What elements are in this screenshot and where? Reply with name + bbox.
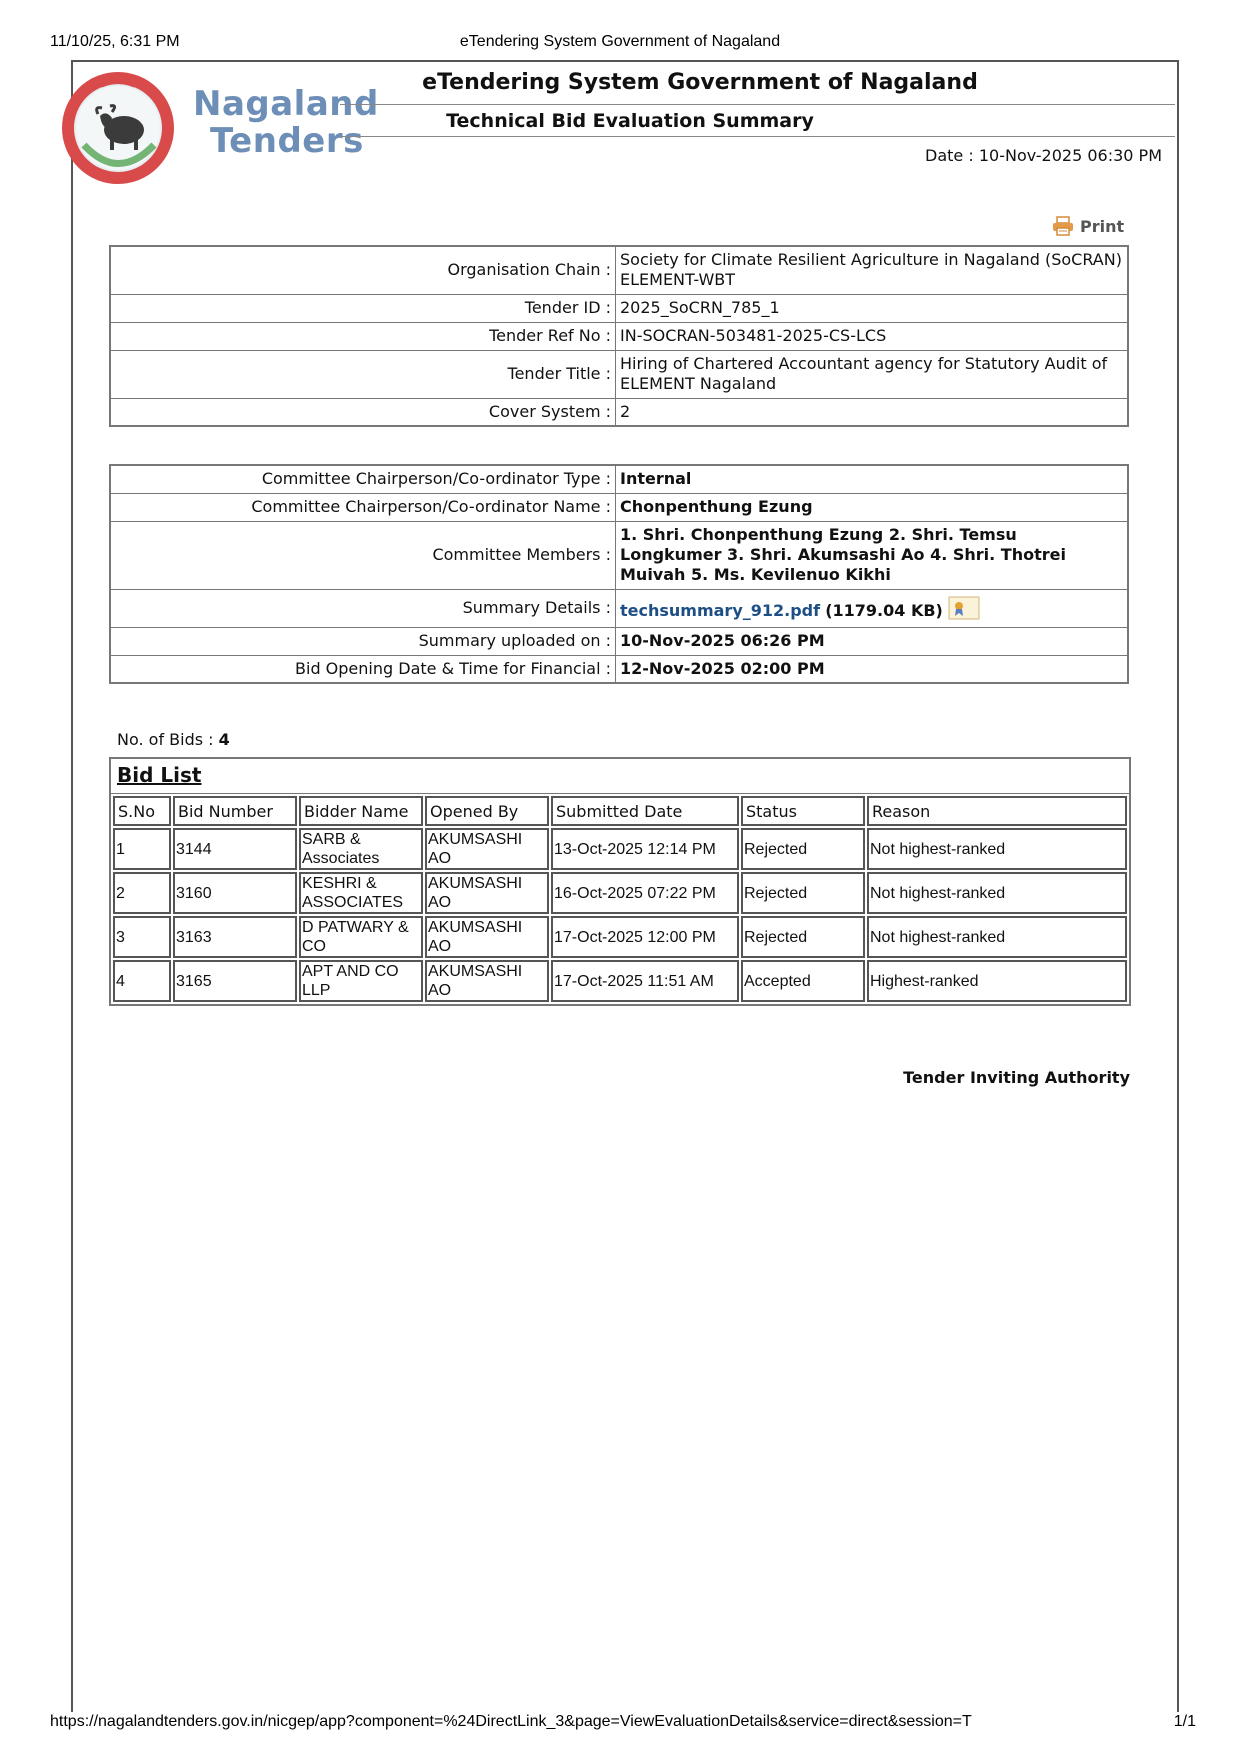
date-value: 10-Nov-2025 06:30 PM: [978, 146, 1162, 165]
col-header-status: Status: [741, 796, 865, 826]
cell-bidder-name: APT AND CO LLP: [299, 960, 423, 1002]
financial-opening-value: 12-Nov-2025 02:00 PM: [616, 655, 1129, 683]
printer-icon: [1052, 216, 1074, 236]
table-row: [113, 828, 1127, 870]
state-seal-icon: [62, 70, 182, 188]
table-row: [113, 916, 1127, 958]
cell-bid-number: 3160: [173, 872, 297, 914]
certificate-icon[interactable]: [948, 596, 980, 620]
cover-system-label: Cover System :: [110, 398, 616, 426]
tender-title-label: Tender Title :: [110, 350, 616, 398]
print-button[interactable]: [1052, 216, 1124, 236]
committee-table: [109, 464, 1129, 684]
table-row: [110, 465, 1128, 493]
uploaded-on-label: Summary uploaded on :: [110, 627, 616, 655]
cell-reason: Not highest-ranked: [867, 916, 1127, 958]
cell-bidder-name: KESHRI & ASSOCIATES: [299, 872, 423, 914]
cell-submitted-date: 17-Oct-2025 12:00 PM: [551, 916, 739, 958]
cell-sno: 2: [113, 872, 171, 914]
bid-count-label: No. of Bids :: [117, 730, 214, 749]
table-row: [113, 960, 1127, 1002]
cell-reason: Not highest-ranked: [867, 872, 1127, 914]
table-row: [110, 655, 1128, 683]
cell-reason: Not highest-ranked: [867, 828, 1127, 870]
cell-status: Rejected: [741, 828, 865, 870]
table-row: [110, 322, 1128, 350]
cell-status: Accepted: [741, 960, 865, 1002]
bid-list-header-row: [113, 796, 1127, 826]
tender-inviting-authority: Tender Inviting Authority: [903, 1068, 1130, 1087]
cell-sno: 3: [113, 916, 171, 958]
system-title: eTendering System Government of Nagaland: [422, 70, 978, 95]
col-header-bid-number: Bid Number: [173, 796, 297, 826]
committee-name-label: Committee Chairperson/Co-ordinator Name :: [110, 493, 616, 521]
logo-line-2: Tenders: [210, 121, 364, 161]
print-datetime: 11/10/25, 6:31 PM: [50, 33, 180, 50]
cell-opened-by: AKUMSASHI AO: [425, 960, 549, 1002]
cell-submitted-date: 17-Oct-2025 11:51 AM: [551, 960, 739, 1002]
committee-type-label: Committee Chairperson/Co-ordinator Type :: [110, 465, 616, 493]
cell-opened-by: AKUMSASHI AO: [425, 916, 549, 958]
committee-members-label: Committee Members :: [110, 521, 616, 589]
logo-wordmark: [193, 86, 379, 160]
tender-title-value: Hiring of Chartered Accountant agency for Statutory Audit of ELEMENT Nagaland: [616, 350, 1129, 398]
cell-status: Rejected: [741, 916, 865, 958]
committee-type-value: Internal: [616, 465, 1129, 493]
col-header-opened-by: Opened By: [425, 796, 549, 826]
committee-members-value: 1. Shri. Chonpenthung Ezung 2. Shri. Temsu Longkumer 3. Shri. Akumsashi Ao 4. Shri. Thotrei Muivah 5. Ms. Kevilenuo Kikhi: [616, 521, 1129, 589]
uploaded-on-value: 10-Nov-2025 06:26 PM: [616, 627, 1129, 655]
cell-bid-number: 3163: [173, 916, 297, 958]
bid-list-panel: [109, 757, 1131, 1006]
col-header-submitted-date: Submitted Date: [551, 796, 739, 826]
tender-ref-value: IN-SOCRAN-503481-2025-CS-LCS: [616, 322, 1129, 350]
committee-name-value: Chonpenthung Ezung: [616, 493, 1129, 521]
bid-list-table: [111, 794, 1129, 1004]
table-row: [110, 350, 1128, 398]
col-header-bidder-name: Bidder Name: [299, 796, 423, 826]
table-row: [113, 872, 1127, 914]
table-row: [110, 294, 1128, 322]
table-row: [110, 493, 1128, 521]
cell-submitted-date: 16-Oct-2025 07:22 PM: [551, 872, 739, 914]
bid-list-title: Bid List: [111, 759, 1129, 794]
table-row: [110, 398, 1128, 426]
cell-sno: 1: [113, 828, 171, 870]
cell-reason: Highest-ranked: [867, 960, 1127, 1002]
page-title: Technical Bid Evaluation Summary: [446, 110, 814, 132]
table-row: [110, 589, 1128, 627]
cell-bidder-name: SARB & Associates: [299, 828, 423, 870]
title-divider: [340, 104, 1175, 105]
org-label: Organisation Chain :: [110, 246, 616, 294]
title-divider: [340, 136, 1175, 137]
logo-line-1: Nagaland: [193, 84, 379, 124]
tender-ref-label: Tender Ref No :: [110, 322, 616, 350]
bid-count: [117, 730, 230, 749]
summary-details-value: [616, 589, 1129, 627]
report-date: [925, 146, 1162, 165]
col-header-sno: S.No: [113, 796, 171, 826]
cell-opened-by: AKUMSASHI AO: [425, 828, 549, 870]
cell-opened-by: AKUMSASHI AO: [425, 872, 549, 914]
tender-id-label: Tender ID :: [110, 294, 616, 322]
bid-count-value: 4: [218, 730, 230, 749]
cell-sno: 4: [113, 960, 171, 1002]
cell-bidder-name: D PATWARY & CO: [299, 916, 423, 958]
summary-file-link[interactable]: techsummary_912.pdf: [620, 600, 821, 620]
cell-bid-number: 3165: [173, 960, 297, 1002]
tender-info-table: [109, 245, 1129, 427]
cell-bid-number: 3144: [173, 828, 297, 870]
table-row: [110, 627, 1128, 655]
summary-file-size-wrapper: (1179.04 KB): [825, 600, 943, 620]
summary-details-label: Summary Details :: [110, 589, 616, 627]
org-value: Society for Climate Resilient Agriculture in Nagaland (SoCRAN) ELEMENT-WBT: [616, 246, 1129, 294]
table-row: [110, 521, 1128, 589]
table-row: [110, 246, 1128, 294]
summary-file-size: 1179.04 KB: [832, 600, 936, 620]
print-label: Print: [1080, 216, 1125, 236]
date-label: Date :: [925, 146, 974, 165]
print-url: https://nagalandtenders.gov.in/nicgep/app?component=%24DirectLink_3&page=ViewEvaluationDetails&service=direct&session=T: [50, 1713, 972, 1730]
col-header-reason: Reason: [867, 796, 1127, 826]
cover-system-value: 2: [616, 398, 1129, 426]
print-page-title: eTendering System Government of Nagaland: [459, 33, 781, 50]
cell-status: Rejected: [741, 872, 865, 914]
tender-id-value: 2025_SoCRN_785_1: [616, 294, 1129, 322]
financial-opening-label: Bid Opening Date & Time for Financial :: [110, 655, 616, 683]
cell-submitted-date: 13-Oct-2025 12:14 PM: [551, 828, 739, 870]
print-page-count: 1/1: [1173, 1713, 1196, 1730]
